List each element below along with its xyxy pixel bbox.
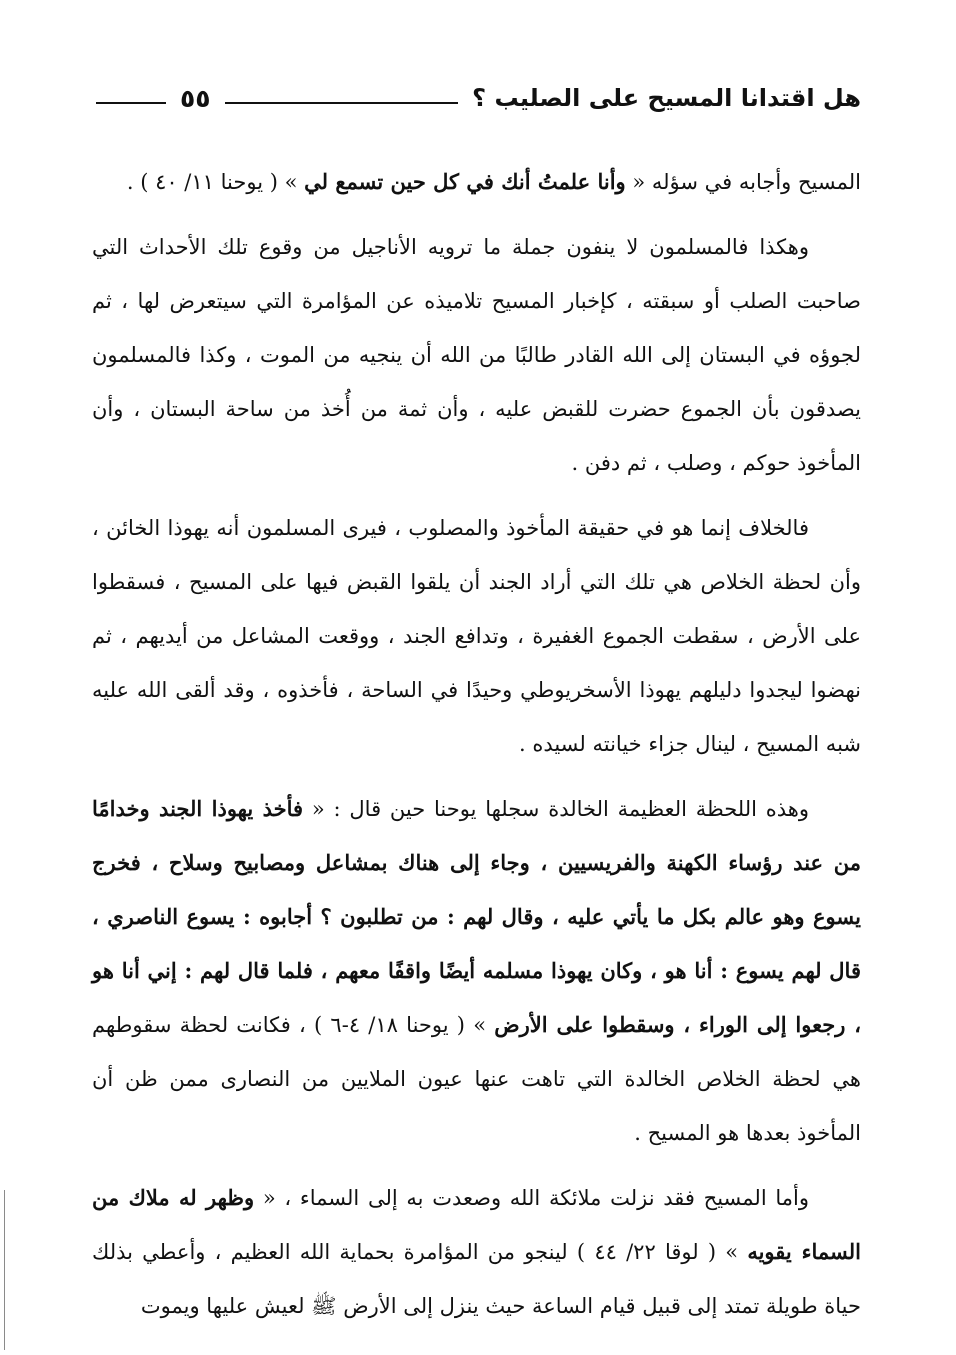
body-text bbox=[92, 155, 861, 1344]
paragraph-2-text: وهكذا فالمسلمون لا ينفون جملة ما ترويه الأناجيل من وقوع تلك الأحداث التي صاحبت الصلب أو سبقته ، كإخبار المسيح تلاميذه عن المؤامرة التي سيتعرض لها ، ثم لجوؤه في البستان إلى الله القادر طالبًا من الله أن ينجيه من الموت ، وكذا فالمسلمون يصدقون بأن الجموع حضرت للقبض عليه ، وأن ثمة من أُخذ من ساحة البستان ، وأن المأخوذ حوكم ، وصلب ، ثم دفن . bbox=[92, 235, 861, 475]
running-header bbox=[96, 78, 861, 118]
paragraph-1-text-end: » ( يوحنا ١١/ ٤٠ ) . bbox=[126, 170, 305, 194]
header-rule-short bbox=[96, 102, 166, 104]
header-rule bbox=[225, 102, 459, 104]
paragraph-4-text-start: وهذه اللحظة العظيمة الخالدة سجلها يوحنا حين قال : « bbox=[303, 797, 810, 821]
quote-bold-1: وأنا علمتُ أنك في كل حين تسمع لي bbox=[304, 169, 626, 194]
page-number: ٥٥ bbox=[180, 83, 211, 113]
paragraph-4-text-end: » ( يوحنا ١٨/ ٤-٦ ) ، فكانت لحظة سقوطهم هي لحظة الخلاص الخالدة التي تاهت عنها عيون الملايين من النصارى ممن ظن أن المأخوذ بعدها هو المسيح . bbox=[92, 1013, 861, 1145]
paragraph-2 bbox=[92, 220, 861, 490]
paragraph-1 bbox=[92, 155, 861, 209]
paragraph-3 bbox=[92, 501, 861, 771]
quote-bold-2: فأخذ يهوذا الجند وخدامًا من عند رؤساء الكهنة والفريسيين ، وجاء إلى هناك بمشاعل ومصابيح وسلاح ، فخرج يسوع وهو عالم بكل ما يأتي عليه ، وقال لهم : من تطلبون ؟ أجابوه : يسوع الناصري ، قال لهم يسوع : أنا هو ، وكان يهوذا مسلمه أيضًا واقفًا معهم ، فلما قال لهم : إني أنا هو ، رجعوا إلى الوراء ، وسقطوا على الأرض bbox=[92, 796, 861, 1037]
paragraph-3-text: فالخلاف إنما هو في حقيقة المأخوذ والمصلوب ، فيرى المسلمون أنه يهوذا الخائن ، وأن لحظة الخلاص هي تلك التي أراد الجند أن يلقوا القبض فيها على المسيح ، فسقطوا على الأرض ، سقطت الجموع الغفيرة ، وتدافع الجند ، ووقعت المشاعل من أيديهم ، ثم نهضوا ليجدوا دليلهم يهوذا الأسخريوطي وحيدًا في الساحة ، فأخذوه ، وقد ألقى الله عليه شبه المسيح ، لينال جزاء خيانته لسيده . bbox=[92, 516, 861, 756]
paragraph-5-text-end: » ( لوقا ٢٢/ ٤٤ ) لينجو من المؤامرة بحماية الله العظيم ، وأعطي بذلك حياة طويلة تمتد إلى قبيل قيام الساعة حيث ينزل إلى الأرض ﷺ لعيش عليها ويموت bbox=[92, 1240, 861, 1318]
paragraph-1-text-start: المسيح وأجابه في سؤله « bbox=[625, 170, 861, 194]
paragraph-4 bbox=[92, 782, 861, 1160]
page-edge-line bbox=[4, 1190, 5, 1350]
quote-bold-3: وظهر له ملاك من السماء يقويه bbox=[92, 1185, 861, 1264]
header-title: هل اقتدانا المسيح على الصليب ؟ bbox=[472, 84, 861, 112]
paragraph-5 bbox=[92, 1171, 861, 1333]
paragraph-5-text-start: وأما المسيح فقد نزلت ملائكة الله وصعدت به إلى السماء ، « bbox=[254, 1186, 809, 1210]
